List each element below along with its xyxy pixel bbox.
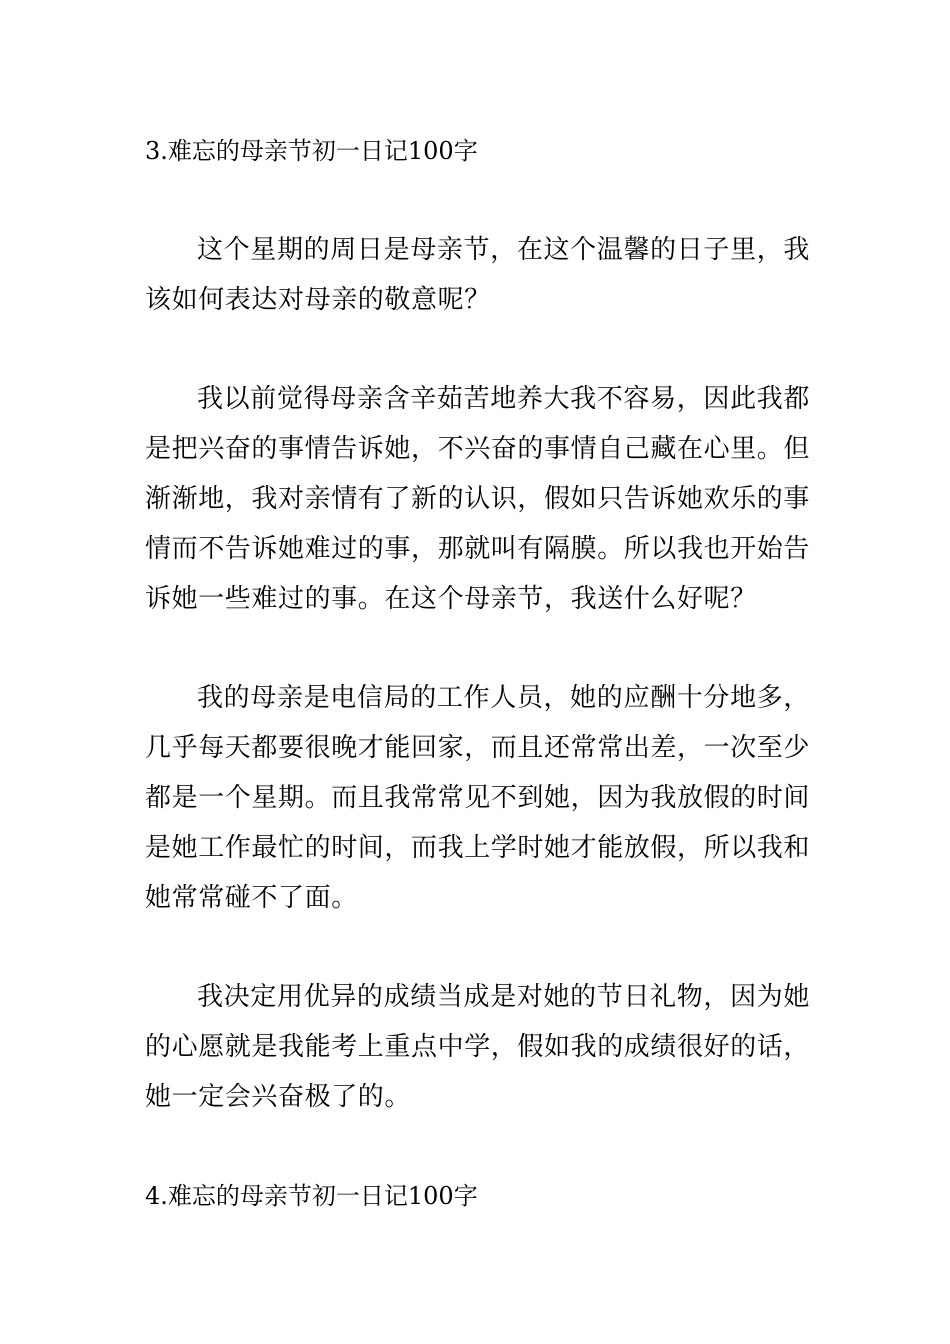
paragraph-2: 我以前觉得母亲含辛茹苦地养大我不容易，因此我都是把兴奋的事情告诉她，不兴奋的事情自己藏在心里。但渐渐地，我对亲情有了新的认识，假如只告诉她欢乐的事情而不告诉她难过的事，那就叫有隔膜。所以我也开始告诉她一些难过的事。在这个母亲节，我送什么好呢？ — [145, 384, 811, 614]
paragraph-4: 我决定用优异的成绩当成是对她的节日礼物，因为她的心愿就是我能考上重点中学，假如我的成绩很好的话，她一定会兴奋极了的。 — [145, 982, 811, 1112]
paragraph-3: 我的母亲是电信局的工作人员，她的应酬十分地多，几乎每天都要很晚才能回家，而且还常常出差，一次至少都是一个星期。而且我常常见不到她，因为我放假的时间是她工作最忙的时间，而我上学时她才能放假，所以我和她常常碰不了面。 — [145, 683, 811, 913]
section-heading-4: 4.难忘的母亲节初一日记100字 — [145, 1182, 478, 1210]
paragraph-1: 这个星期的周日是母亲节，在这个温馨的日子里，我该如何表达对母亲的敬意呢？ — [145, 235, 810, 315]
section-heading-3: 3.难忘的母亲节初一日记100字 — [145, 137, 478, 165]
